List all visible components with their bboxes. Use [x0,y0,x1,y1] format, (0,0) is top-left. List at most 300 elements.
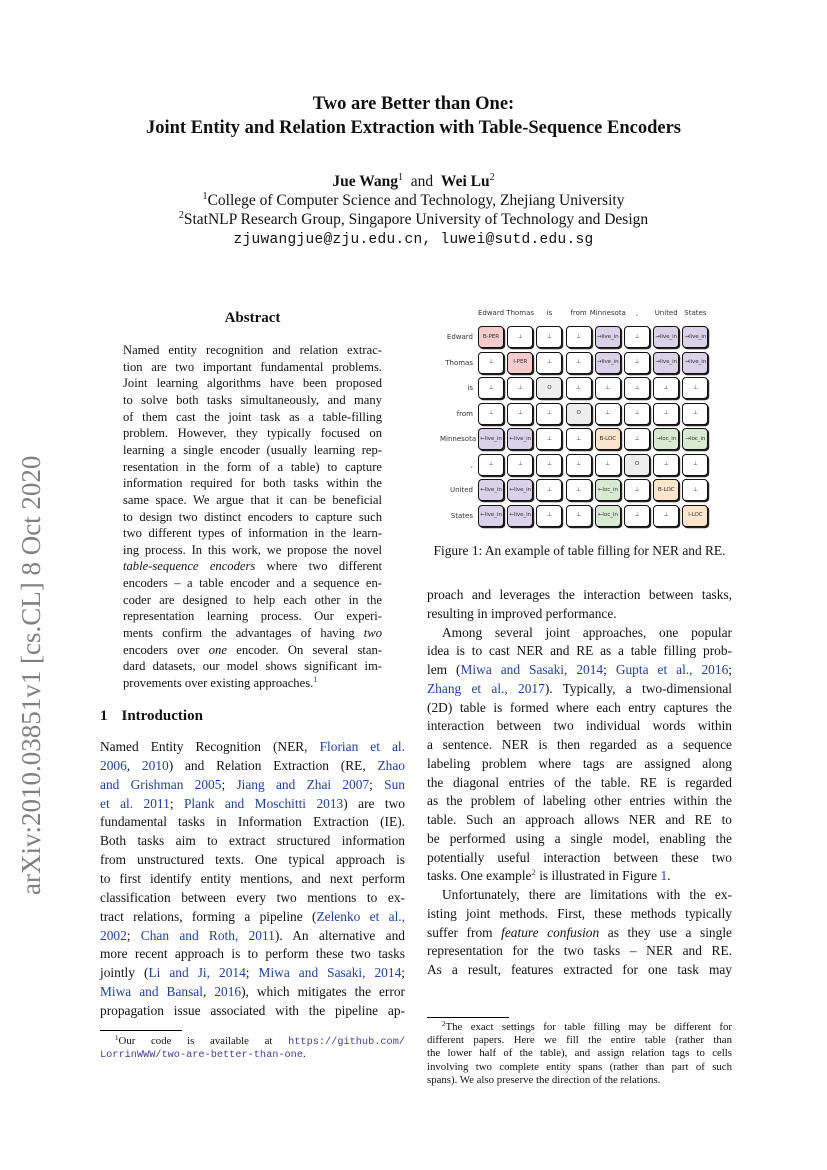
text-line [427,793,732,809]
text: Our code is available at [118,1035,289,1047]
text: tract relations, forming a pipeline ( [100,908,317,924]
text: coder are designed to help each other in the [123,592,382,607]
text: ), which mitigates the error [241,984,405,1000]
text-line [100,890,405,906]
text-line [442,1021,732,1033]
cell-label: ⊥ [576,486,581,493]
cell-label: ⊥ [488,461,494,467]
cell-label: B-LOC [657,486,675,493]
cell-label: ⊥ [634,512,640,518]
cell-label: ⊥ [634,486,640,493]
text: problem. However, they typically focused on [123,426,382,441]
text-line [100,928,405,944]
citation-link[interactable]: Zhao [377,757,405,773]
affiliation-2-text: StatNLP Research Group, Singapore University of Technology and Design [183,211,649,228]
text-line [427,1047,732,1059]
table-cell-none [536,505,562,527]
text-line [123,476,382,491]
row-header-word: United [450,486,473,494]
citation-link[interactable]: Chan and Roth, 2011 [140,927,275,943]
author-2: Wei Lu [440,173,490,190]
cell-label: ⊥ [547,410,552,416]
text: encoders – a table encoder and a sequence en- [123,576,382,591]
table-cell-none [595,403,621,425]
citation-link[interactable]: et al. 2011 [100,795,170,811]
table-cell-none [624,403,650,425]
text: labeling problem where tags are assigned along [427,755,732,771]
footnote-mark[interactable]: 1 [313,675,318,685]
citation-link[interactable]: Zelenko et al., [316,908,405,924]
row-header-word: from [456,409,473,418]
table-cell-live-in [595,326,621,348]
text: propagation issue associated with the pipeline ap- [100,1002,405,1018]
cell-label: ⊥ [488,384,494,391]
text-line [123,543,382,558]
emphasis: one [208,642,227,657]
cell-label: ⊥ [663,384,669,391]
cell-label: ⊥ [547,486,552,493]
text: involving two complete entity spans (rather than part of such [427,1060,732,1073]
cell-label: ⊥ [693,461,698,467]
row-header-word: is [467,384,473,392]
cell-label: ←live_in [480,435,502,442]
table-cell-none [507,454,533,476]
text-line [100,777,405,793]
text-line [123,510,382,525]
cell-label: ⊥ [693,384,698,391]
cell-label: ⊥ [547,512,552,518]
text-line [427,812,732,828]
affiliation-1-text: College of Computer Science and Technology, Zhejiang University [207,192,625,209]
table-cell-none [566,479,592,501]
text: where two different [255,559,382,574]
table-cell-none [566,505,592,527]
cell-label: I-PER [513,359,528,365]
text: Named Entity Recognition (NER, [100,739,320,754]
column-header-word: Edward [477,309,505,317]
text-line [427,850,732,866]
text: to design two distinct encoders to capture such [123,509,382,524]
table-cell-none [624,505,650,527]
cell-label: →live_in [596,333,619,340]
emphasis: feature confusion [501,924,600,940]
footnote-mark: 1 [115,1033,119,1042]
text: Unfortunately, there are limitations with the ex- [442,887,732,902]
text-line [100,965,405,981]
text-line [123,376,382,391]
text: table. Such an approach allows NER and RE to [427,812,732,827]
table-cell-live-in [653,352,679,374]
text: to solve both tasks simultaneously, and many [123,392,382,407]
table-cell-none [507,377,533,399]
text: tasks. One example [427,868,532,884]
table-cell-none [566,326,592,348]
text: resulting in improved performance. [427,605,617,621]
cell-label: ⊥ [634,359,640,365]
footnote-rule [100,1030,182,1031]
text-line [100,852,405,868]
text: Among several joint approaches, one popular [442,624,732,640]
text: ; [245,965,259,981]
text: the lower half of the table), and assign relation tags to cells [427,1047,732,1060]
arxiv-watermark: arXiv:2010.03851v1 [cs.CL] 8 Oct 2020 [16,455,46,895]
text-line [123,626,382,641]
footnote-mark[interactable]: 2 [531,867,536,878]
table-cell-none [682,377,708,399]
table-cell-loc-in [653,428,679,450]
text: resentation in the form of a table) to capture [123,459,382,474]
text: , [202,984,215,1000]
text: idea is to cast NER and RE as a table filling prob- [427,643,732,659]
text: learning a single encoder (usually learning rep- [123,442,382,457]
text-line [427,700,732,716]
column-header-word: States [684,309,707,317]
cell-label: B-LOC [599,435,617,442]
text: as they use a single [599,924,732,940]
row-header-word: States [450,511,473,520]
row-header-word: Edward [446,333,473,341]
cell-label: ⊥ [663,410,669,416]
cell-label: ⊥ [634,410,640,416]
text-line [123,659,382,674]
text-line [427,643,732,659]
cell-label: ⊥ [517,461,523,467]
citation-link[interactable]: 2002 [100,927,127,943]
footnote-rule [427,1017,509,1018]
cell-label: ⊥ [547,435,552,442]
text: The exact settings for table filling may be different for [445,1021,732,1033]
text: ; [126,927,141,943]
text: ; [369,776,385,792]
text: dard datasets, our model shows significant im- [123,659,382,674]
text-line [123,526,382,541]
column-header-word: , [635,309,639,317]
table-cell-none [624,377,650,399]
text-line [100,871,405,887]
cell-label: →live_in [655,333,678,340]
citation-link[interactable]: Sun [384,776,405,792]
text: ; [221,776,237,792]
table-cell-per [507,352,533,374]
text: the diagonal entries of the table. RE is regarded [427,774,732,790]
table-cell-none [682,403,708,425]
text-line [115,1035,405,1048]
table-cell-none [653,377,679,399]
text-line [427,943,732,959]
text: ing process. In this work, we propose the novel [123,542,382,557]
citation-link[interactable]: Miwa and Bansal [100,984,203,1000]
cell-label: →live_in [684,359,707,365]
cell-label: ←live_in [509,512,532,518]
text-line [123,426,382,441]
text: provements over existing approaches. [123,676,314,690]
cell-label: B-PER [482,333,500,340]
text: different papers. Here we fill the entire table (rather than [427,1034,732,1047]
table-cell-none [653,505,679,527]
text-line [427,681,732,697]
table-cell-per [478,326,504,348]
column-header-word: Minnesota [589,309,626,317]
figure-caption: Figure 1: An example of table filling for NER and RE. [433,543,726,558]
author-2-affiliation: 2 [489,171,495,183]
text-line [123,576,382,591]
emphasis: table-sequence encoders [123,559,256,574]
cell-label: ⊥ [693,486,698,493]
table-cell-none [478,403,504,425]
cell-label: ⊥ [634,333,640,340]
cell-label: ⊥ [693,410,698,416]
column-header-word: Thomas [506,309,535,317]
text: representation learning process. Our experi- [123,609,382,624]
cell-label: O [576,410,581,416]
citation-link[interactable]: Plank and Moschitti 2013 [183,795,344,811]
table-cell-none [507,326,533,348]
cell-label: ⊥ [547,359,552,365]
cell-label: ←live_in [509,486,532,493]
table-cell-none [624,352,650,374]
emphasis: two [363,626,382,641]
text-line [427,906,732,922]
cell-label: ←live_in [509,435,532,442]
citation-link[interactable]: Zhang et al., 2017 [427,680,545,696]
text: (2D) table is formed where each entry captures the [427,699,732,715]
text-line [427,962,732,978]
text-line [123,493,382,508]
text: information required for both tasks within the [123,476,382,491]
table-cell-live-in [595,352,621,374]
text: ; [603,662,616,677]
url-link[interactable]: https://github.com/ [288,1036,405,1048]
text: fundamental tasks in Information Extraction (IE). [100,814,405,830]
text: ; [728,662,732,677]
text: lem ( [427,662,461,677]
text: . [302,1048,306,1061]
text: from unstructured texts. One typical approach is [100,852,405,868]
cell-label: →loc_in [685,435,706,442]
cell-label: →loc_in [656,435,677,442]
text-line [427,1034,732,1046]
text-line [427,737,732,753]
column-header-word: United [654,309,678,317]
text: spans). We also preserve the direction of the relations. [427,1073,661,1086]
text-line [427,756,732,772]
column-header-word: from [570,309,587,317]
cell-label: ⊥ [547,333,552,340]
text-line [123,360,382,375]
table-cell-none [624,326,650,348]
text-line [427,868,732,884]
cell-label: →live_in [655,359,678,365]
text: ) and Relation Extraction (RE, [168,757,378,773]
abstract-heading: Abstract [224,310,281,326]
text: tion are two important fundamental problems. [123,359,382,374]
table-cell-loc [682,505,708,527]
table-cell-none [536,403,562,425]
citation-link[interactable]: Gupta et al., 2016 [615,662,729,677]
text: ; [401,965,405,981]
text-line [427,662,732,678]
table-cell-none [536,428,562,450]
cell-label: ⊥ [663,461,669,467]
text: ). An alternative and [274,927,405,943]
text-line [123,676,382,691]
text: representation for the two tasks – NER and RE. [427,943,732,959]
cell-label: ⊥ [576,359,581,365]
affiliation-1 [0,192,827,210]
cell-label: O [634,461,640,467]
cell-label: ⊥ [634,435,640,442]
table-cell-loc [595,428,621,450]
text: Both tasks aim to extract structured information [100,833,405,849]
figure-1-table-filling [440,300,740,540]
citation-link[interactable]: and Grishman 2005 [100,776,222,792]
cell-label: ⊥ [576,333,581,340]
cell-label: O [547,384,552,391]
text: more recent approach is to perform these two tasks [100,946,405,962]
table-cell-none [624,479,650,501]
text: isting joint methods. First, these methods typically [427,905,732,921]
citation-link[interactable]: 2016 [214,984,242,1000]
citation-link[interactable]: Li and Ji, 2014 [148,965,246,981]
table-cell-live-in [478,479,504,501]
section-heading-introduction [100,708,203,725]
text: ) are two [343,795,405,811]
text: Joint learning algorithms have been proposed [123,376,382,391]
table-cell-none [653,403,679,425]
text: , [126,757,142,773]
author-emails: zjuwangjue@zju.edu.cn, luwei@sutd.edu.sg [233,232,594,248]
text: Named entity recognition and relation extrac- [123,343,382,357]
text-line [100,758,405,774]
affiliation-2 [0,211,827,229]
text: encoders over [123,642,209,657]
citation-link[interactable]: 1 [660,868,668,884]
citation-link[interactable]: Miwa and Sasaki, 2014 [460,662,604,677]
citation-link[interactable]: Jiang and Zhai 2007 [236,776,370,792]
section-number: 1 [100,708,108,724]
text: encoder. On several stan- [226,642,382,657]
text: to first identify entity mentions, and next perform [100,870,405,886]
cell-label: ⊥ [634,384,640,391]
table-cell-none [624,428,650,450]
text-line [123,643,382,658]
text: ; [169,795,184,811]
text-line [123,343,382,358]
affiliation-1-mark: 1 [202,190,208,202]
cell-label: ⊥ [576,512,581,518]
table-cell-none [595,454,621,476]
text-line [427,718,732,734]
paper-title-line-1: Two are Better than One: [312,94,515,114]
table-cell-live-in [682,352,708,374]
table-cell-none [566,428,592,450]
table-cell-none [478,377,504,399]
text-line [100,909,405,925]
text: . [667,868,671,884]
table-cell-live-in [478,505,504,527]
table-cell-o [536,377,562,399]
table-cell-none [536,454,562,476]
table-cell-none [507,403,533,425]
text: same space. We argue that it can be beneficial [123,492,382,507]
cell-label: ⊥ [517,333,523,340]
cell-label: I-LOC [688,512,703,518]
table-cell-none [566,352,592,374]
text: interaction between two individual words within [427,718,732,734]
table-cell-none [682,454,708,476]
author-1: Jue Wang [332,173,398,190]
text-line [123,393,382,408]
table-cell-o [624,454,650,476]
footnote-mark: 2 [442,1019,446,1028]
text-line [100,946,405,962]
affiliation-2-mark: 2 [178,209,184,221]
cell-label: ⊥ [605,461,611,467]
cell-label: ←live_in [480,486,502,493]
text-line [427,1074,732,1086]
citation-link[interactable]: 2006 [100,757,127,773]
cell-label: ⊥ [517,384,523,391]
text-line [100,1003,405,1019]
column-header-word: is [546,309,553,317]
cell-label: ←loc_in [597,486,618,493]
section-title: Introduction [121,708,203,724]
citation-link[interactable]: 2010 [141,757,169,773]
table-cell-none [566,454,592,476]
text: two different types of information in the learn- [123,526,382,541]
row-header-word: , [470,460,473,469]
table-cell-live-in [507,505,533,527]
table-cell-loc-in [595,479,621,501]
table-cell-none [478,454,504,476]
table-cell-live-in [507,428,533,450]
cell-label: ⊥ [547,461,552,467]
url-link[interactable]: LorrinWWW/two-are-better-than-one [100,1049,303,1062]
text-line [123,410,382,425]
table-cell-loc-in [682,428,708,450]
cell-label: ←live_in [480,512,502,518]
table-cell-live-in [682,326,708,348]
text-line [100,814,405,830]
text-line [427,1061,732,1073]
text: be performed using a single model, enabling the [427,830,732,846]
text: proach and leverages the interaction between tasks, [427,587,732,602]
text-line [100,833,405,849]
cell-label: ⊥ [605,410,611,416]
cell-label: ⊥ [576,384,581,391]
text: of them cast the joint task as a table-filling [123,409,382,424]
citation-link[interactable]: Miwa and Sasaki, 2014 [258,965,402,981]
cell-label: ⊥ [488,359,494,365]
text-line [123,593,382,608]
text-line [427,606,732,622]
text-line [427,925,732,941]
table-cell-none [566,377,592,399]
cell-label: ⊥ [517,410,523,416]
table-cell-live-in [653,326,679,348]
text: As a result, features extracted for one task may [427,962,732,977]
cell-label: ←loc_in [597,512,618,518]
text: ments confirm the advantages of having [123,626,364,641]
table-cell-none [682,479,708,501]
text-line [442,625,732,641]
and: and [410,173,434,190]
cell-label: ⊥ [488,410,494,416]
text: as the problem of labeling other entries within the [427,793,732,809]
text: classification between every two mentions to ex- [100,889,405,905]
text: jointly ( [100,965,149,981]
citation-link[interactable]: Florian et al. [319,739,405,754]
